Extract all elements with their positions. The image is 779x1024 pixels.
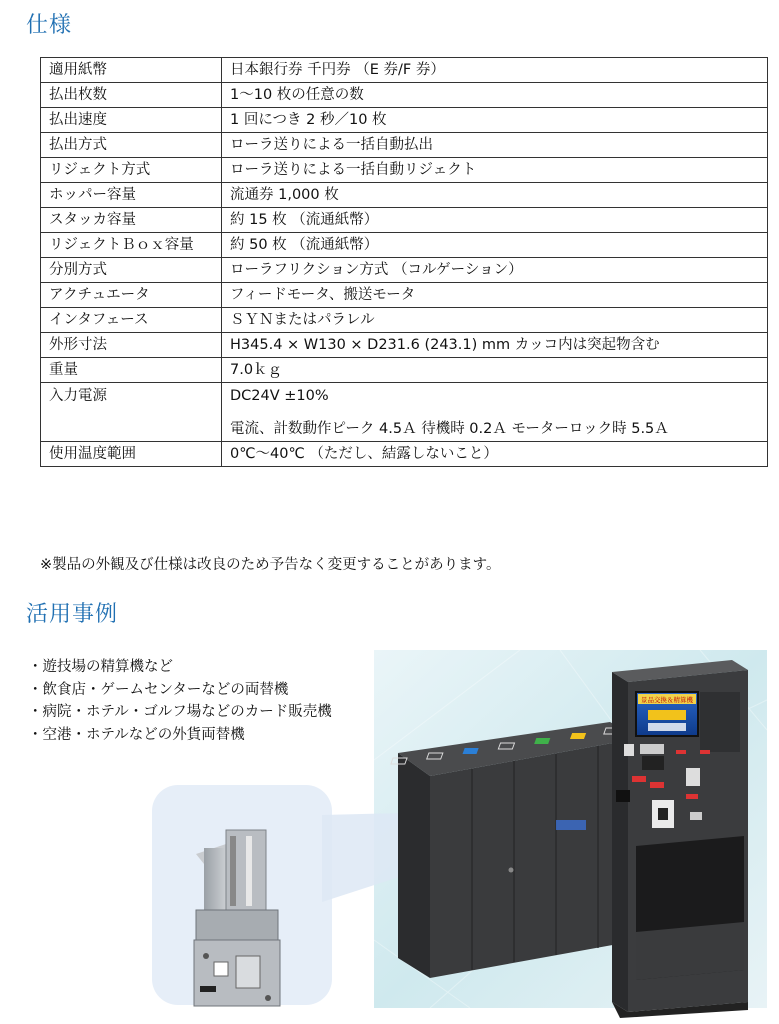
spec-row — [41, 183, 768, 208]
spec-value: 0℃～40℃ （ただし、結露しないこと） — [222, 442, 768, 467]
spec-row — [41, 83, 768, 108]
use-case-item: ・飲食店・ゲームセンターなどの両替機 — [28, 681, 289, 698]
spec-value: 7.0ｋｇ — [222, 358, 768, 383]
spec-value: ローラ送りによる一括自動払出 — [222, 133, 768, 158]
use-case-item: ・病院・ホテル・ゴルフ場などのカード販売機 — [28, 704, 332, 720]
spec-row — [41, 108, 768, 133]
spec-key: 払出枚数 — [41, 83, 222, 108]
spec-key: インタフェース — [41, 308, 222, 333]
spec-value-power — [222, 383, 768, 442]
kiosk-screen-title: 景品交換＆精算機 — [641, 696, 693, 704]
spec-row — [41, 133, 768, 158]
spec-table — [40, 57, 768, 467]
spec-row — [41, 158, 768, 183]
spec-value: 約 15 枚 （流通紙幣） — [222, 208, 768, 233]
spec-row — [41, 258, 768, 283]
spec-value: 日本銀行券 千円券 （E 券/F 券） — [222, 58, 768, 83]
use-cases-list — [28, 656, 332, 746]
spec-row — [41, 58, 768, 83]
spec-value: ローラ送りによる一括自動リジェクト — [222, 158, 768, 183]
spec-key: スタッカ容量 — [41, 208, 222, 233]
spec-value: 約 50 枚 （流通紙幣） — [222, 233, 768, 258]
spec-key: 使用温度範囲 — [41, 442, 222, 467]
spec-value: 1 回につき 2 秒／10 枚 — [222, 108, 768, 133]
spec-row — [41, 358, 768, 383]
spec-key: 払出方式 — [41, 133, 222, 158]
spec-key: ホッパー容量 — [41, 183, 222, 208]
spec-key: 重量 — [41, 358, 222, 383]
power-current: 電流、計数動作ピーク 4.5Ａ 待機時 0.2Ａ モーターロック時 5.5Ａ — [230, 421, 669, 437]
spec-key: 分別方式 — [41, 258, 222, 283]
spec-row-power — [41, 383, 768, 442]
spec-row — [41, 442, 768, 467]
spec-value: ローラフリクション方式 （コルゲーション） — [222, 258, 768, 283]
spec-value: フィードモータ、搬送モータ — [222, 283, 768, 308]
spec-key: リジェクトＢｏｘ容量 — [41, 233, 222, 258]
spec-row — [41, 308, 768, 333]
disclaimer-note: ※製品の外観及び仕様は改良のため予告なく変更することがあります。 — [40, 557, 501, 573]
spec-value: ＳＹＮまたはパラレル — [222, 308, 768, 333]
power-voltage: DC24V ±10% — [230, 388, 329, 404]
spec-value: 1～10 枚の任意の数 — [222, 83, 768, 108]
spec-key: 外形寸法 — [41, 333, 222, 358]
spec-key: 払出速度 — [41, 108, 222, 133]
spec-row — [41, 208, 768, 233]
spec-key: アクチュエータ — [41, 283, 222, 308]
spec-row — [41, 283, 768, 308]
spec-value: H345.4 × W130 × D231.6 (243.1) mm カッコ内は突起物含む — [222, 333, 768, 358]
use-case-item: ・空港・ホテルなどの外貨両替機 — [28, 726, 245, 743]
use-case-item: ・遊技場の精算機など — [28, 659, 173, 675]
use-cases-heading: 活用事例 — [26, 602, 119, 627]
spec-row — [41, 233, 768, 258]
spec-key: 適用紙幣 — [41, 58, 222, 83]
spec-key: リジェクト方式 — [41, 158, 222, 183]
spec-row — [41, 333, 768, 358]
spec-heading: 仕様 — [26, 13, 73, 38]
spec-key: 入力電源 — [41, 383, 222, 442]
spec-value: 流通券 1,000 枚 — [222, 183, 768, 208]
